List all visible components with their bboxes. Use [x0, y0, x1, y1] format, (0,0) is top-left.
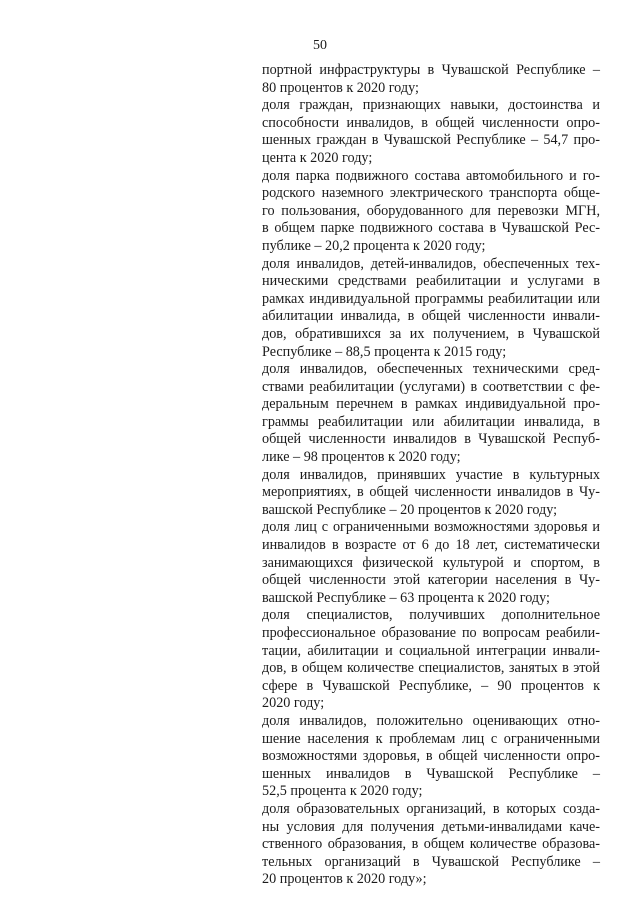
text-line: вашской Республике – 63 процента к 2020 году; [262, 589, 550, 606]
text-line: 52,5 процента к 2020 году; [262, 783, 423, 800]
text-line: возможностями здоровья, в общей численности опро- [262, 748, 600, 765]
text-line: го пользования, оборудованного для перевозки МГН, [262, 202, 600, 219]
text-line: способности инвалидов, в общей численности опро- [262, 114, 600, 131]
text-line: сфере в Чувашской Республике, – 90 процентов к [262, 677, 600, 694]
text-line: ствами реабилитации (услугами) в соответствии с фе- [262, 378, 600, 395]
text-line: тельных организаций в Чувашской Республике – [262, 853, 600, 870]
text-line: 2020 году; [262, 695, 325, 712]
text-line: вашской Республике – 20 процентов к 2020 году; [262, 501, 558, 518]
text-line: дов, в общем количестве специалистов, занятых в этой [262, 660, 600, 677]
text-line: граммы реабилитации или абилитации инвалида, в [262, 413, 600, 430]
text-line: общей численности этой категории населения в Чу- [262, 572, 600, 589]
text-line: портной инфраструктуры в Чувашской Республике – [262, 62, 600, 78]
page-number: 50 [313, 38, 327, 53]
text-line: ны условия для получения детьми-инвалидами каче- [262, 818, 600, 835]
text-line: шение населения к проблемам лиц с ограниченными [262, 730, 600, 747]
text-line: доля инвалидов, обеспеченных техническими сред- [262, 361, 600, 378]
text-line: дов, обратившихся за их получением, в Чувашской [262, 325, 600, 342]
text-line: абилитации инвалида, в общей численности инвали- [262, 308, 600, 325]
body-text [262, 62, 600, 889]
text-line: шенных инвалидов в Чувашской Республике – [262, 765, 600, 782]
text-line: ственного образования, в общем количестве образова- [262, 836, 600, 853]
text-line: публике – 20,2 процента к 2020 году; [262, 237, 486, 254]
text-line: Республике – 88,5 процента к 2015 году; [262, 343, 507, 360]
text-line: 80 процентов к 2020 году; [262, 79, 419, 96]
text-line: доля инвалидов, положительно оценивающих отно- [262, 712, 600, 729]
text-line: доля лиц с ограниченными возможностями здоровья и [262, 519, 600, 536]
text-line: общей численности инвалидов в Чувашской Респуб- [262, 431, 600, 448]
text-line: доля парка подвижного состава автомобильного и го- [262, 167, 600, 184]
text-line: тации, абилитации и социальной интеграции инвали- [262, 642, 600, 659]
text-line: шенных граждан в Чувашской Республике – 54,7 про- [262, 132, 600, 149]
text-line: ническими средствами реабилитации и услугами в [262, 273, 600, 290]
text-line: 20 процентов к 2020 году»; [262, 871, 427, 888]
text-line: лике – 98 процентов к 2020 году; [262, 449, 461, 466]
text-line: инвалидов в возрасте от 6 до 18 лет, систематически [262, 537, 600, 554]
text-line: доля граждан, признающих навыки, достоинства и [262, 97, 600, 114]
text-line: доля специалистов, получивших дополнительное [262, 607, 600, 624]
text-line: рамках индивидуальной программы реабилитации или [262, 290, 600, 307]
text-line: доля образовательных организаций, в которых созда- [262, 800, 600, 817]
text-line: в общем парке подвижного состава в Чувашской Рес- [262, 220, 600, 237]
text-line: мероприятиях, в общей численности инвалидов в Чу- [262, 484, 600, 501]
text-line: занимающихся физической культурой и спортом, в [262, 554, 600, 571]
text-line: деральным перечнем в рамках индивидуальной про- [262, 396, 600, 413]
text-line: доля инвалидов, детей-инвалидов, обеспеченных тех- [262, 255, 600, 272]
text-line: профессиональное образование по вопросам реабили- [262, 625, 600, 641]
text-line: родского наземного электрического транспорта обще- [262, 185, 600, 202]
text-line: доля инвалидов, принявших участие в культурных [262, 466, 600, 483]
text-line: цента к 2020 году; [262, 149, 373, 166]
